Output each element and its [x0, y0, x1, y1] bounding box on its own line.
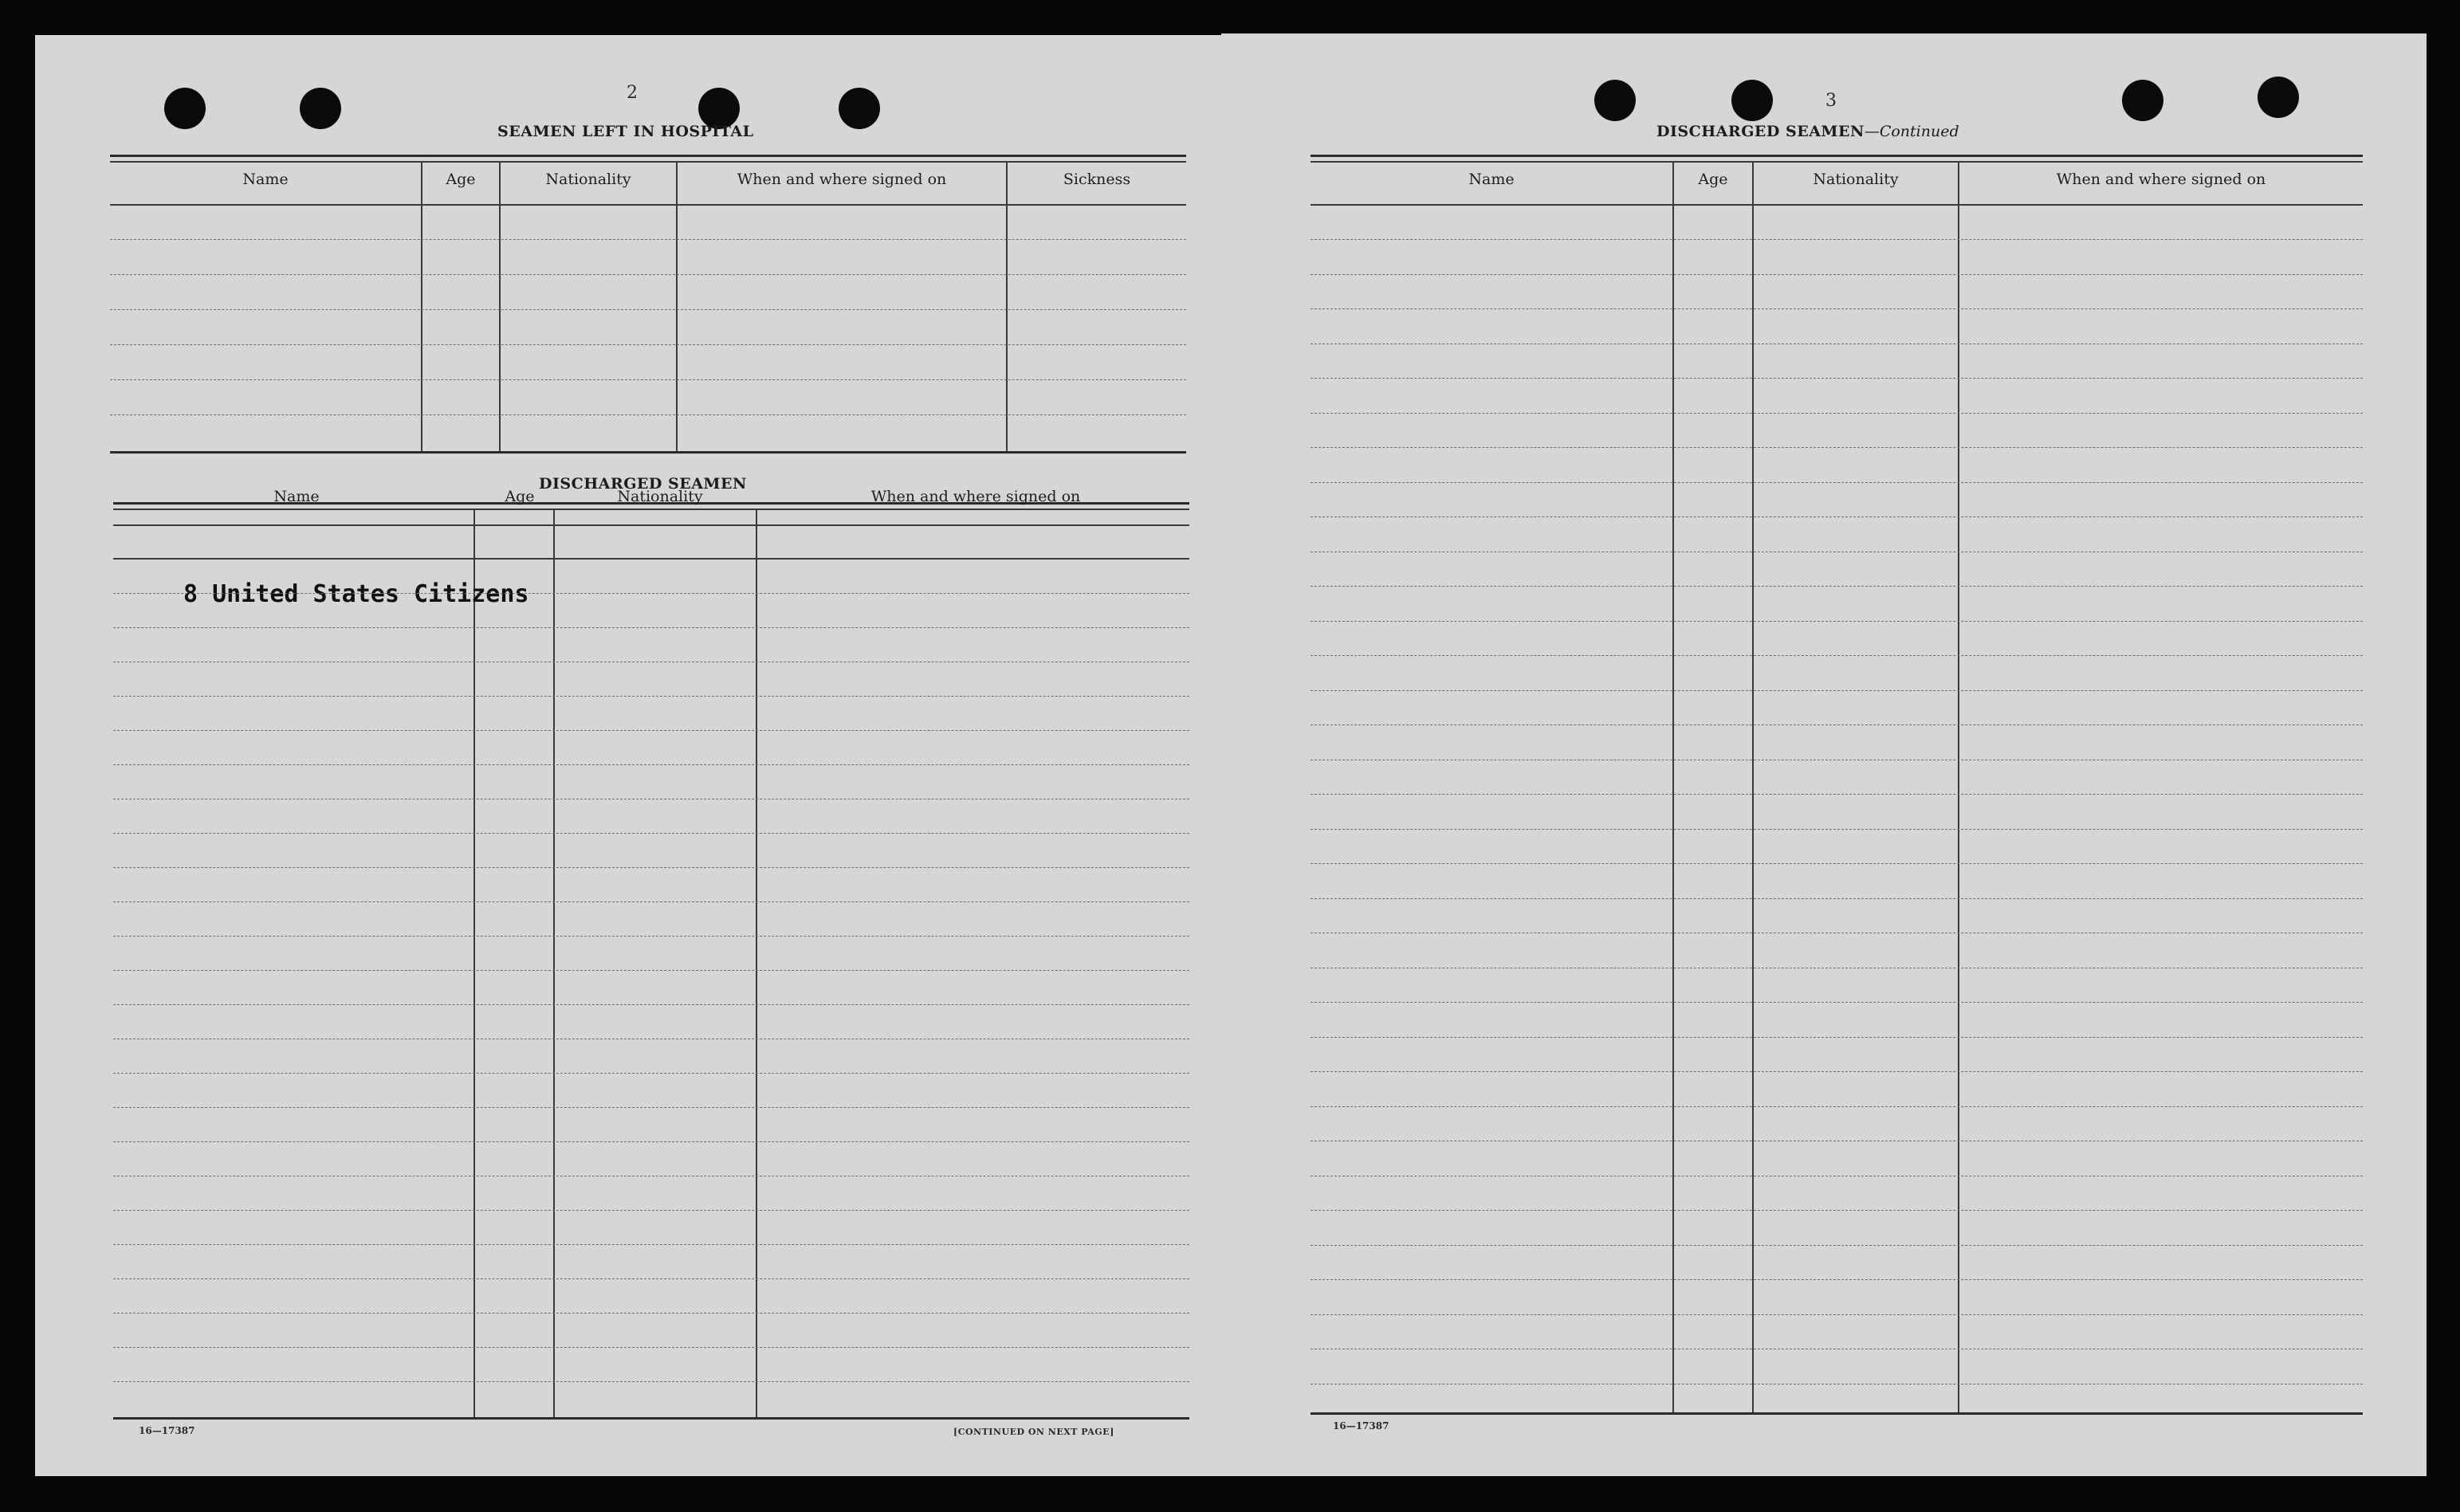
right-page	[1221, 33, 2427, 1476]
table-border	[110, 451, 1186, 454]
column-header-signed-on: When and where signed on	[737, 171, 947, 188]
column-header-signed-on: When and where signed on	[2056, 171, 2266, 188]
page-number: 2	[627, 83, 638, 103]
column-divider	[474, 509, 475, 1419]
row-rule	[1311, 482, 2363, 483]
row-rule	[1311, 1245, 2363, 1246]
row-rule	[1311, 1071, 2363, 1072]
row-rule	[1311, 1037, 2363, 1038]
row-rule	[1311, 516, 2363, 517]
row-rule	[1311, 898, 2363, 899]
row-rule	[1311, 239, 2363, 240]
row-rule	[113, 970, 1189, 971]
punch-hole	[300, 88, 341, 129]
column-header-name: Name	[1468, 171, 1515, 188]
continued-note: [CONTINUED ON NEXT PAGE]	[953, 1427, 1114, 1437]
row-rule	[110, 344, 1186, 345]
column-divider	[676, 161, 678, 453]
column-divider	[1672, 161, 1674, 1414]
column-divider	[1006, 161, 1008, 453]
column-divider	[756, 509, 757, 1419]
discharged-entry: 8 United States Citizens	[183, 580, 529, 608]
table-border	[113, 1417, 1189, 1420]
row-rule	[1311, 274, 2363, 275]
row-rule	[1311, 308, 2363, 309]
row-rule	[113, 867, 1189, 868]
punch-hole	[1731, 80, 1773, 121]
column-header-sickness: Sickness	[1063, 171, 1131, 188]
header-divider	[1311, 204, 2363, 206]
column-divider	[1958, 161, 1959, 1414]
row-rule	[113, 1004, 1189, 1005]
row-rule	[1311, 690, 2363, 691]
column-header-nationality: Nationality	[617, 488, 703, 505]
row-rule	[1311, 413, 2363, 414]
row-rule	[1311, 829, 2363, 830]
row-rule	[1311, 1002, 2363, 1003]
row-rule	[113, 730, 1189, 731]
row-rule	[110, 239, 1186, 240]
header-divider	[113, 558, 1189, 560]
header-divider	[113, 524, 1189, 526]
table-border	[113, 509, 1189, 510]
punch-hole	[839, 88, 880, 129]
column-header-name: Name	[273, 488, 320, 505]
row-rule	[113, 1141, 1189, 1142]
punch-hole	[1594, 80, 1636, 121]
row-rule	[113, 1107, 1189, 1108]
column-header-age: Age	[446, 171, 476, 188]
discharged-section-title: DISCHARGED SEAMEN	[539, 475, 747, 493]
punch-hole	[2258, 77, 2299, 118]
punch-hole	[2122, 80, 2163, 121]
row-rule	[1311, 1106, 2363, 1107]
row-rule	[113, 1381, 1189, 1382]
row-rule	[113, 1210, 1189, 1211]
row-rule	[113, 833, 1189, 834]
row-rule	[1311, 794, 2363, 795]
row-rule	[1311, 1210, 2363, 1211]
row-rule	[1311, 586, 2363, 587]
form-number: 16—17387	[139, 1425, 195, 1436]
row-rule	[1311, 1279, 2363, 1280]
column-divider	[499, 161, 501, 453]
row-rule	[1311, 1314, 2363, 1315]
row-rule	[1311, 447, 2363, 448]
row-rule	[1311, 378, 2363, 379]
column-divider	[553, 509, 555, 1419]
column-header-nationality: Nationality	[1813, 171, 1899, 188]
row-rule	[1311, 621, 2363, 622]
row-rule	[113, 936, 1189, 937]
left-page	[35, 35, 1231, 1476]
form-number: 16—17387	[1333, 1420, 1389, 1431]
row-rule	[113, 1347, 1189, 1348]
table-border	[1311, 155, 2363, 157]
row-rule	[110, 309, 1186, 310]
table-border	[1311, 161, 2363, 163]
row-rule	[113, 593, 1189, 594]
column-header-nationality: Nationality	[545, 171, 631, 188]
row-rule	[113, 1313, 1189, 1314]
row-rule	[1311, 863, 2363, 864]
continued-section-title: DISCHARGED SEAMEN—Continued	[1656, 123, 1959, 140]
row-rule	[113, 1244, 1189, 1245]
column-header-signed-on: When and where signed on	[870, 488, 1081, 505]
column-header-age: Age	[1698, 171, 1728, 188]
row-rule	[110, 274, 1186, 275]
hospital-section-title: SEAMEN LEFT IN HOSPITAL	[497, 123, 754, 140]
row-rule	[113, 764, 1189, 765]
table-border	[110, 155, 1186, 157]
table-border	[110, 161, 1186, 163]
row-rule	[113, 1073, 1189, 1074]
punch-hole	[164, 88, 206, 129]
column-header-age: Age	[505, 488, 535, 505]
column-header-name: Name	[242, 171, 289, 188]
table-border	[1311, 1412, 2363, 1415]
column-divider	[1752, 161, 1754, 1414]
row-rule	[110, 379, 1186, 380]
row-rule	[113, 901, 1189, 902]
row-rule	[1311, 655, 2363, 656]
row-rule	[113, 1278, 1189, 1279]
page-number: 3	[1825, 91, 1837, 111]
header-divider	[110, 204, 1186, 206]
row-rule	[110, 414, 1186, 415]
row-rule	[113, 627, 1189, 628]
row-rule	[113, 696, 1189, 697]
column-divider	[421, 161, 422, 453]
